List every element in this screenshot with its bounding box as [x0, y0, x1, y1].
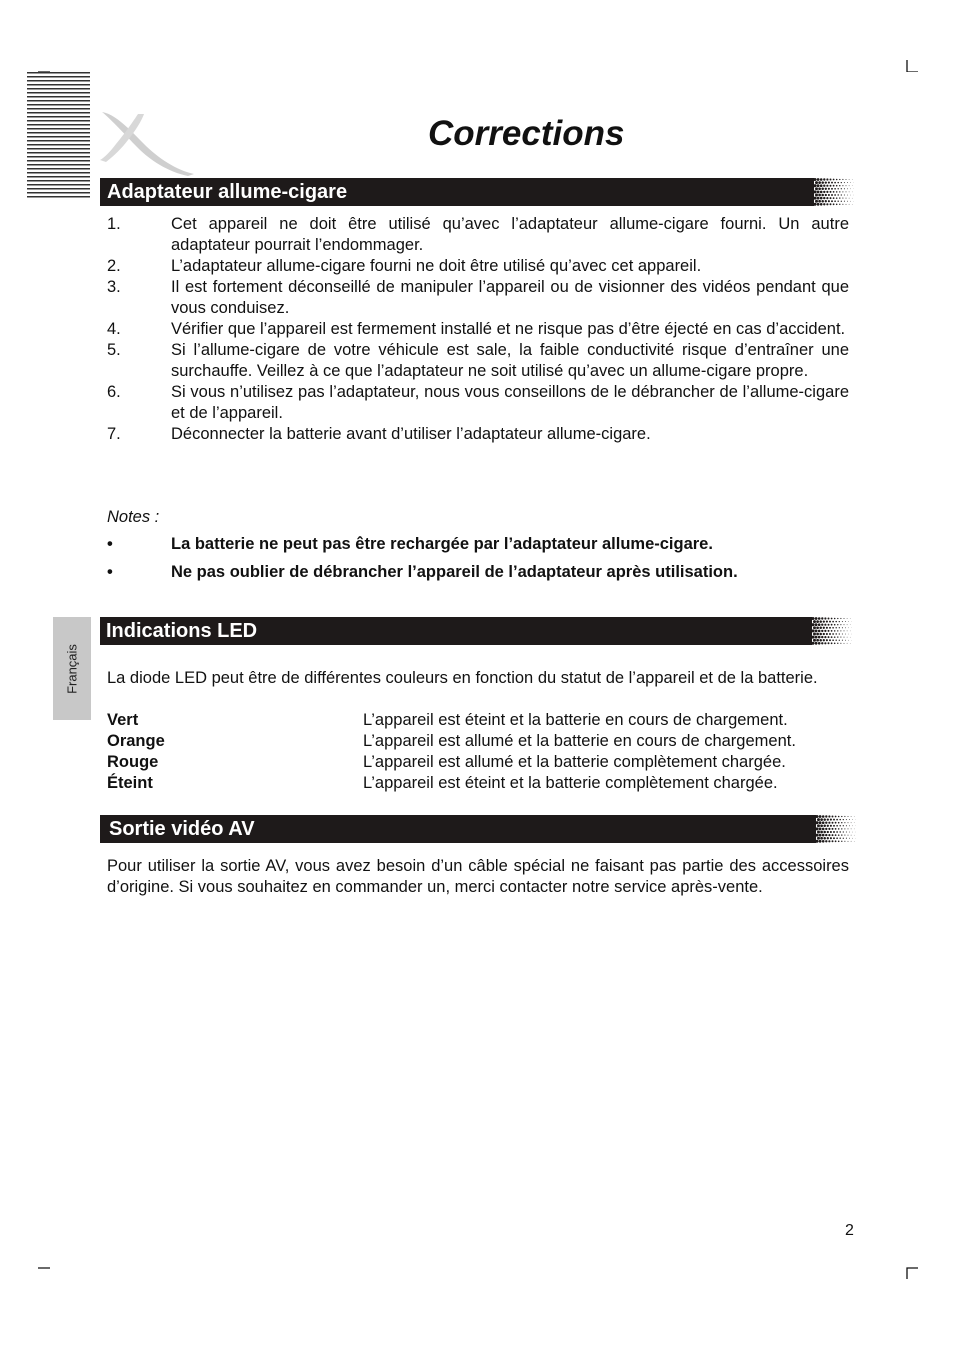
crop-mark-bottom-left-icon: [38, 1267, 50, 1279]
list-item: [107, 256, 849, 277]
language-tab-label: Français: [64, 643, 80, 694]
adapter-instructions-list: [107, 214, 849, 445]
led-color-label: Rouge: [107, 753, 159, 771]
note-text: La batterie ne peut pas être rechargée par l’adaptateur allume-cigare.: [171, 535, 713, 553]
led-status-description: L’appareil est allumé et la batterie en cours de chargement.: [363, 732, 796, 750]
list-item-number: 3.: [107, 278, 121, 296]
section-heading-av-label: Sortie vidéo AV: [109, 818, 255, 840]
bullet-icon: •: [107, 535, 113, 553]
bullet-icon: •: [107, 563, 113, 581]
notes-label: Notes :: [107, 508, 160, 526]
led-status-description: L’appareil est éteint et la batterie complètement chargée.: [363, 774, 778, 792]
note-text: Ne pas oublier de débrancher l’appareil de l’adaptateur après utilisation.: [171, 563, 738, 581]
section-heading-adapter: [100, 178, 854, 206]
list-item-text: Cet appareil ne doit être utilisé qu’avec l’adaptateur allume-cigare fourni. Un autre adaptateur pourrait l’endommager.: [171, 215, 849, 254]
list-item: [107, 319, 849, 340]
list-item-text: Si l’allume-cigare de votre véhicule est sale, la faible conductivité risque d’entraîner une surchauffe. Veillez à ce que l’adaptateur ne soit utilisé qu’avec un allume-cigare propre.: [171, 341, 849, 380]
list-item-number: 5.: [107, 341, 121, 359]
led-color-label: Éteint: [107, 774, 153, 792]
section-heading-adapter-label: Adaptateur allume-cigare: [107, 181, 348, 203]
halftone-dots-icon: [814, 178, 854, 206]
led-color-label: Vert: [107, 711, 139, 729]
list-item-text: Si vous n’utilisez pas l’adaptateur, nous vous conseillons de le débrancher de l’allume-cigare et de l’appareil.: [171, 383, 849, 422]
section-heading-av: [100, 815, 856, 843]
decorative-stripes: [27, 72, 90, 200]
list-item-number: 2.: [107, 257, 121, 275]
list-item-text: Il est fortement déconseillé de manipuler l’appareil ou de visionner des vidéos pendant que vous conduisez.: [171, 278, 849, 317]
led-status-row: [107, 752, 852, 773]
crop-mark-bottom-right-icon: [906, 1267, 918, 1279]
list-item-number: 4.: [107, 320, 121, 338]
page-title: Corrections: [428, 114, 625, 153]
led-status-row: [107, 710, 852, 731]
led-status-description: L’appareil est éteint et la batterie en cours de chargement.: [363, 711, 788, 729]
list-item: [107, 382, 849, 424]
led-status-row: [107, 731, 852, 752]
page-number: 2: [845, 1222, 854, 1239]
led-status-row: [107, 773, 852, 794]
list-item: [107, 424, 849, 445]
led-color-label: Orange: [107, 732, 165, 750]
list-item-text: Vérifier que l’appareil est fermement installé et ne risque pas d’être éjecté en cas d’accident.: [171, 320, 846, 338]
list-item-number: 6.: [107, 383, 121, 401]
crop-mark-top-right-icon: [906, 60, 918, 72]
section-heading-led: [100, 617, 852, 645]
halftone-dots-icon: [812, 617, 852, 645]
list-item-number: 7.: [107, 425, 121, 443]
led-intro: La diode LED peut être de différentes couleurs en fonction du statut de l’appareil et de la batterie.: [107, 669, 818, 687]
list-item: [107, 340, 849, 382]
list-item: [107, 214, 849, 256]
language-tab: [53, 617, 91, 720]
halftone-dots-icon: [816, 815, 856, 843]
crop-mark-top-left-icon: [38, 60, 50, 72]
section-heading-led-label: Indications LED: [106, 620, 258, 642]
list-item-number: 1.: [107, 215, 121, 233]
list-item: [107, 277, 849, 319]
list-item-text: Déconnecter la batterie avant d’utiliser l’adaptateur allume-cigare.: [171, 425, 651, 443]
x-brand-logo-icon: [98, 108, 198, 178]
av-description: Pour utiliser la sortie AV, vous avez besoin d’un câble spécial ne faisant pas partie des accessoires d’origine. Si vous souhaitez en commander un, merci contacter notre service après-vente.: [107, 857, 849, 896]
led-status-description: L’appareil est allumé et la batterie complètement chargée.: [363, 753, 786, 771]
list-item-text: L’adaptateur allume-cigare fourni ne doit être utilisé qu’avec cet appareil.: [171, 257, 702, 275]
